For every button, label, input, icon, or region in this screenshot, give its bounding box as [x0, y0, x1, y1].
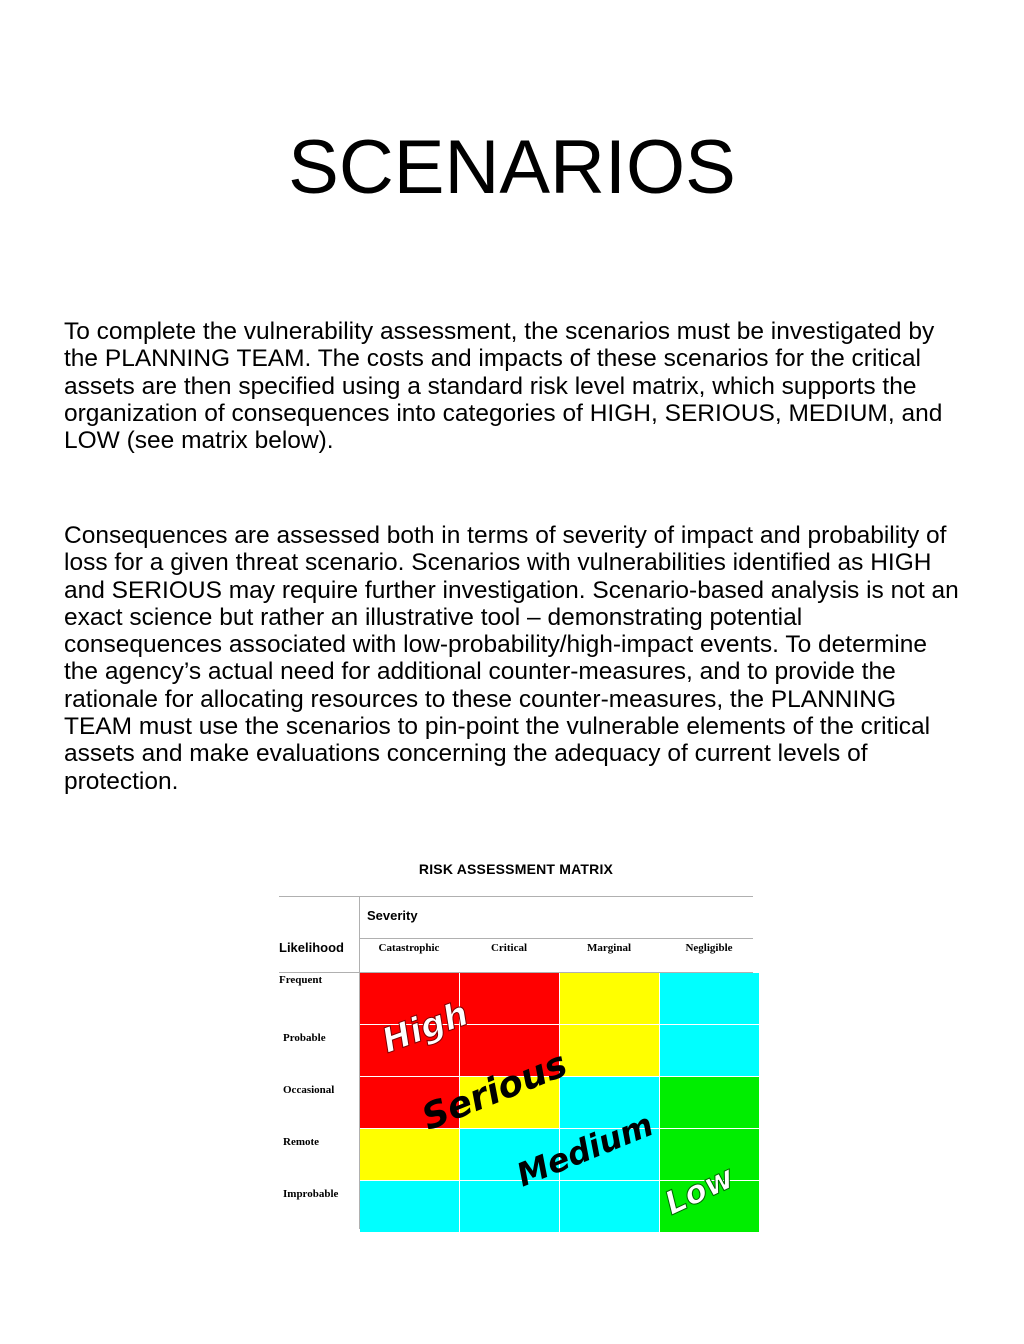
region-label-high: High: [376, 993, 474, 1062]
region-label-low: Low: [658, 1157, 740, 1223]
matrix-title: RISK ASSESSMENT MATRIX: [418, 861, 614, 877]
col-header-marginal: Marginal: [587, 942, 631, 954]
col-header-negligible: Negligible: [685, 942, 733, 954]
consequences-paragraph: Consequences are assessed both in terms of severity of impact and probability of loss for a given threat scenario. Scenarios with vulnerabilities identified as HIGH and SERIOUS may require further investigation. Scenario-based analysis is not an exact science but rather an illustrative tool – demonstrating potential consequences associated with low-probability/high-impact events. To determine the agency’s actual need for additional counter-measures, and to provide the rationale for allocating resources to these counter-measures, the PLANNING TEAM must use the scenarios to pin-point the vulnerable elements of the critical assets and make evaluations concerning the adequacy of current levels of protection.: [64, 522, 959, 795]
row-header-remote: Remote: [283, 1136, 320, 1148]
risk-assessment-matrix: [279, 896, 753, 1229]
col-header-critical: Critical: [490, 942, 528, 954]
row-header-probable: Probable: [283, 1032, 326, 1044]
region-labels: [279, 896, 753, 1229]
severity-label: Severity: [367, 908, 418, 923]
col-header-catastrophic: Catastrophic: [378, 942, 440, 954]
row-header-frequent: Frequent: [279, 974, 323, 986]
likelihood-label: Likelihood: [279, 940, 344, 955]
page-title: SCENARIOS: [288, 125, 736, 210]
intro-paragraph: To complete the vulnerability assessment, the scenarios must be investigated by the PLANNING TEAM. The costs and impacts of these scenarios for the critical assets are then specified using a standard risk level matrix, which supports the organization of consequences into categories of HIGH, SERIOUS, MEDIUM, and LOW (see matrix below).: [64, 318, 943, 455]
region-label-serious: Serious: [416, 1043, 573, 1139]
row-header-improbable: Improbable: [283, 1188, 339, 1200]
row-header-occasional: Occasional: [283, 1084, 335, 1096]
region-label-medium: Medium: [511, 1105, 659, 1195]
